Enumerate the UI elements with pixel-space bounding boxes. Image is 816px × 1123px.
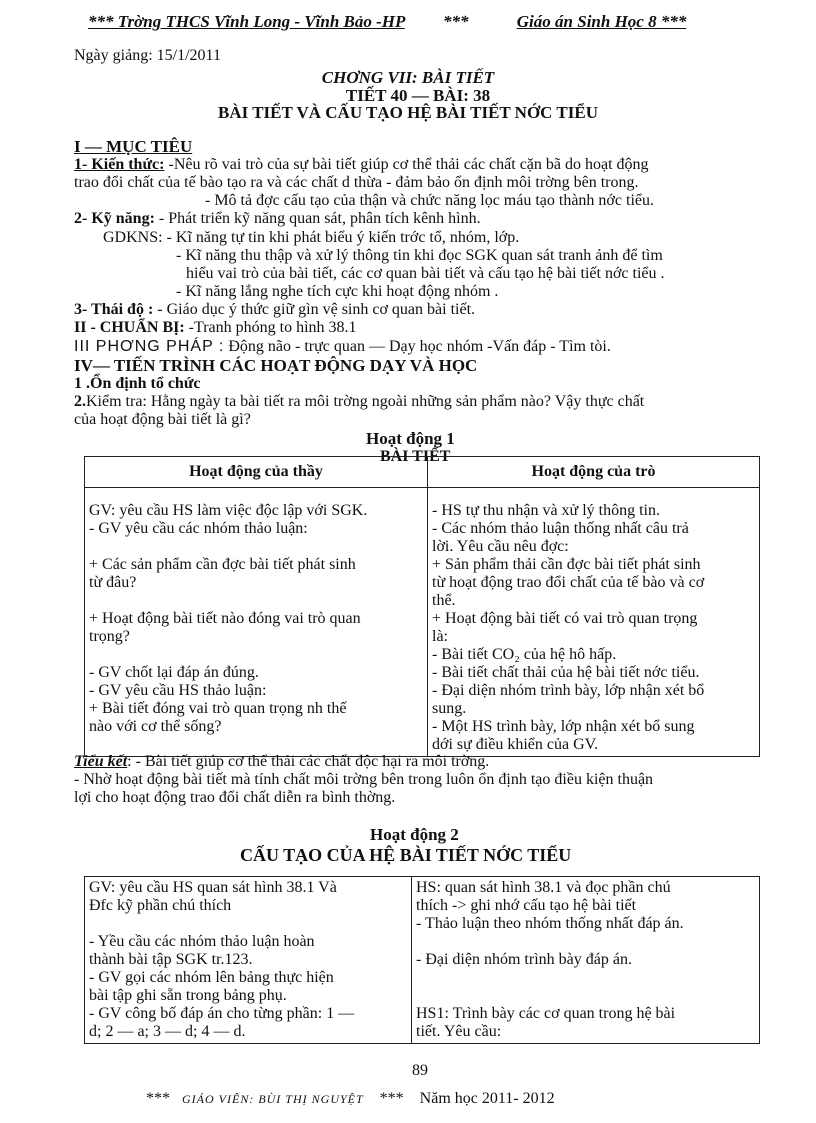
summary-line xyxy=(74,753,489,771)
student-activity-line: - Thảo luận theo nhóm thống nhất đáp án. xyxy=(416,915,684,932)
teacher-activity-line: trọng? xyxy=(89,628,130,645)
table-row xyxy=(85,488,760,757)
student-activity-line: lời. Yêu cầu nêu đợc: xyxy=(432,538,569,555)
attitude-line xyxy=(74,301,475,319)
process-step-1: 1 .Ổn định tổ chức xyxy=(74,375,201,392)
prep-line xyxy=(74,319,357,337)
attitude-text: - Giáo dục ý thức giữ gìn vệ sinh cơ quan bài tiết. xyxy=(153,301,476,318)
footer-stars-mid: *** xyxy=(379,1090,404,1107)
process-heading: IV— TIẾN TRÌNH CÁC HOẠT ĐỘNG DẠY VÀ HỌC xyxy=(74,356,478,375)
student-activity-line: - Bài tiết CO₂ của hệ hô hấp. xyxy=(432,646,617,663)
student-activity-line: tiết. Yêu cầu: xyxy=(416,1023,502,1040)
col-teacher-label: Hoạt động của thầy xyxy=(189,463,323,480)
activity2-title: Hoạt động 2 xyxy=(370,825,459,844)
knowledge-label: 1- Kiến thức: xyxy=(74,156,165,173)
student-activity-line: dới sự điều khiển của GV. xyxy=(432,736,599,753)
teacher-activity-line: - GV gọi các nhóm lên bảng thực hiện xyxy=(89,969,334,986)
summary-label: Tiểu kết xyxy=(74,753,128,770)
col-student-header xyxy=(428,457,760,488)
page-header xyxy=(88,12,686,32)
footer-stars-left: *** xyxy=(146,1090,170,1107)
method-line xyxy=(74,338,611,356)
teacher-activity-line: - GV chốt lại đáp án đúng. xyxy=(89,664,259,681)
prep-text: -Tranh phóng to hình 38.1 xyxy=(184,319,357,336)
teacher-activity-line xyxy=(89,915,407,933)
student-activity-line: - Các nhóm thảo luận thống nhất câu trả xyxy=(432,520,689,537)
student-activity-line: HS: quan sát hình 38.1 và đọc phần chú xyxy=(416,879,671,896)
knowledge-text-3: - Mô tả đợc cấu tạo của thận và chức năng lọc máu tạo thành nớc tiểu. xyxy=(205,192,654,209)
teacher-activities-2 xyxy=(85,877,412,1044)
knowledge-text-2: trao đổi chất của tế bào tạo ra và các chất d thừa - đảm bảo ổn định môi trờng bên trong. xyxy=(74,174,639,191)
footer-year: Năm học 2011- 2012 xyxy=(419,1090,555,1107)
col-teacher-header xyxy=(85,457,428,488)
teacher-activity-line: nào với cơ thể sống? xyxy=(89,718,222,735)
activity1-subtitle: BÀI TIẾT xyxy=(380,448,451,465)
summary-text: : - Bài tiết giúp cơ thể thải các chất độc hại ra môi trờng. xyxy=(127,753,490,770)
teacher-activity-line: - GV yêu cầu HS thảo luận: xyxy=(89,682,267,699)
student-activity-line: - Bài tiết chất thải của hệ bài tiết nớc tiểu. xyxy=(432,664,700,681)
student-activity-line: - Đại diện nhóm trình bày đáp án. xyxy=(416,951,632,968)
table-header-row xyxy=(85,457,760,488)
activity1-title: Hoạt động 1 xyxy=(366,429,455,448)
student-activity-line xyxy=(416,987,755,1005)
teacher-activity-line: GV: yêu cầu HS làm việc độc lập với SGK. xyxy=(89,502,368,519)
page-footer xyxy=(146,1090,555,1108)
skills-line xyxy=(74,210,481,228)
teacher-activity-line: Đfc kỹ phần chú thích xyxy=(89,897,232,914)
gdkns-2b: hiểu vai trò của bài tiết, các cơ quan bài tiết và cấu tạo hệ bài tiết nớc tiểu . xyxy=(186,265,665,282)
student-activity-line xyxy=(416,969,755,987)
knowledge-text: -Nêu rõ vai trò của sự bài tiết giúp cơ thể thải các chất cặn bã do hoạt động xyxy=(164,156,649,173)
student-activities xyxy=(428,488,760,757)
teacher-activity-line: - Yều cầu các nhóm thảo luận hoàn xyxy=(89,933,315,950)
header-school: *** Trờng THCS Vĩnh Long - Vĩnh Bảo -HP xyxy=(88,12,405,31)
header-subject: Giáo án Sinh Học 8 *** xyxy=(516,12,687,31)
skills-label: 2- Kỹ năng: xyxy=(74,210,155,227)
teacher-activity-line: + Bài tiết đóng vai trò quan trọng nh thế xyxy=(89,700,347,717)
teacher-activity-line xyxy=(89,538,423,556)
student-activity-line: thích -> ghi nhớ cấu tạo hệ bài tiết xyxy=(416,897,637,914)
teacher-activity-line xyxy=(89,592,423,610)
student-activity-line: + Hoạt động bài tiết có vai trò quan trọng xyxy=(432,610,698,627)
activity2-table xyxy=(84,876,760,1044)
step-2-text: Kiểm tra: Hằng ngày ta bài tiết ra môi trờng ngoài những sản phẩm nào? Vậy thực chất xyxy=(86,393,645,410)
gdkns-1: GDKNS: - Kĩ năng tự tin khi phát biểu ý kiến trớc tổ, nhóm, lớp. xyxy=(103,229,520,246)
col-student-label: Hoạt động của trò xyxy=(531,463,656,480)
teaching-date: Ngày giảng: 15/1/2011 xyxy=(74,47,221,64)
method-label: III PHƠNG PHÁP : xyxy=(74,338,225,355)
teacher-activities xyxy=(85,488,428,757)
lesson-number: TIẾT 40 — BÀI: 38 xyxy=(345,86,491,105)
gdkns-3: - Kĩ năng lắng nghe tích cực khi hoạt động nhóm . xyxy=(176,283,499,300)
process-step-2b: của hoạt động bài tiết là gì? xyxy=(74,411,251,428)
teacher-activity-line: - GV công bố đáp án cho từng phần: 1 — xyxy=(89,1005,355,1022)
summary-line-3: lợi cho hoạt động trao đổi chất diễn ra bình thờng. xyxy=(74,789,396,806)
teacher-activity-line: + Hoạt động bài tiết nào đóng vai trò quan xyxy=(89,610,361,627)
prep-label: II - CHUẨN BỊ: xyxy=(74,319,185,336)
student-activity-line: thể. xyxy=(432,592,456,609)
page-number: 89 xyxy=(412,1062,428,1079)
student-activity-line: - HS tự thu nhận và xử lý thông tin. xyxy=(432,502,660,519)
student-activity-line: từ hoạt động trao đổi chất của tế bào và cơ xyxy=(432,574,705,591)
gdkns-2: - Kĩ năng thu thập và xử lý thông tin khi đọc SGK quan sát tranh ảnh để tìm xyxy=(176,247,663,264)
skills-text: - Phát triển kỹ năng quan sát, phân tích kênh hình. xyxy=(154,210,481,227)
attitude-label: 3- Thái độ : xyxy=(74,301,154,318)
activity1-table xyxy=(84,456,760,757)
summary-line-2: - Nhờ hoạt động bài tiết mà tính chất môi trờng bên trong luôn ổn định tạo điều kiện thuận xyxy=(74,771,654,788)
knowledge-line xyxy=(74,156,649,174)
teacher-activity-line: thành bài tập SGK tr.123. xyxy=(89,951,253,968)
step-2-label: 2. xyxy=(74,393,86,410)
student-activity-line: - Đại diện nhóm trình bày, lớp nhận xét bổ xyxy=(432,682,705,699)
table-row xyxy=(85,877,760,1044)
lesson-title: BÀI TIẾT VÀ CẤU TẠO HỆ BÀI TIẾT NỚC TIỂU xyxy=(218,103,598,122)
student-activity-line xyxy=(416,933,755,951)
teacher-activity-line: + Các sản phẩm cần đợc bài tiết phát sinh xyxy=(89,556,356,573)
teacher-activity-line: bài tập ghi sẵn trong bảng phụ. xyxy=(89,987,287,1004)
student-activities-2 xyxy=(412,877,760,1044)
teacher-activity-line: d; 2 — a; 3 — d; 4 — d. xyxy=(89,1023,246,1040)
process-step-2 xyxy=(74,393,644,411)
teacher-activity-line: - GV yêu cầu các nhóm thảo luận: xyxy=(89,520,308,537)
objectives-heading: I — MỤC TIÊU xyxy=(74,137,193,156)
teacher-activity-line: từ đâu? xyxy=(89,574,137,591)
student-activity-line: + Sản phẩm thải cần đợc bài tiết phát sinh xyxy=(432,556,701,573)
student-activity-line: là: xyxy=(432,628,448,645)
chapter-title: CHƠNG VII: BÀI TIẾT xyxy=(321,68,495,87)
student-activity-line: - Một HS trình bày, lớp nhận xét bổ sung xyxy=(432,718,695,735)
header-stars: *** xyxy=(443,12,469,31)
teacher-activity-line: GV: yêu cầu HS quan sát hình 38.1 Và xyxy=(89,879,337,896)
student-activity-line: sung. xyxy=(432,700,467,717)
activity2-subtitle: CẤU TẠO CỦA HỆ BÀI TIẾT NỚC TIỂU xyxy=(240,845,572,865)
student-activity-line: HS1: Trình bày các cơ quan trong hệ bài xyxy=(416,1005,676,1022)
footer-author: GIÁO VIÊN: BÙI THỊ NGUYỆT xyxy=(182,1092,364,1106)
teacher-activity-line xyxy=(89,646,423,664)
method-text: Động não - trực quan — Dạy học nhóm -Vấn đáp - Tìm tòi. xyxy=(224,338,611,355)
